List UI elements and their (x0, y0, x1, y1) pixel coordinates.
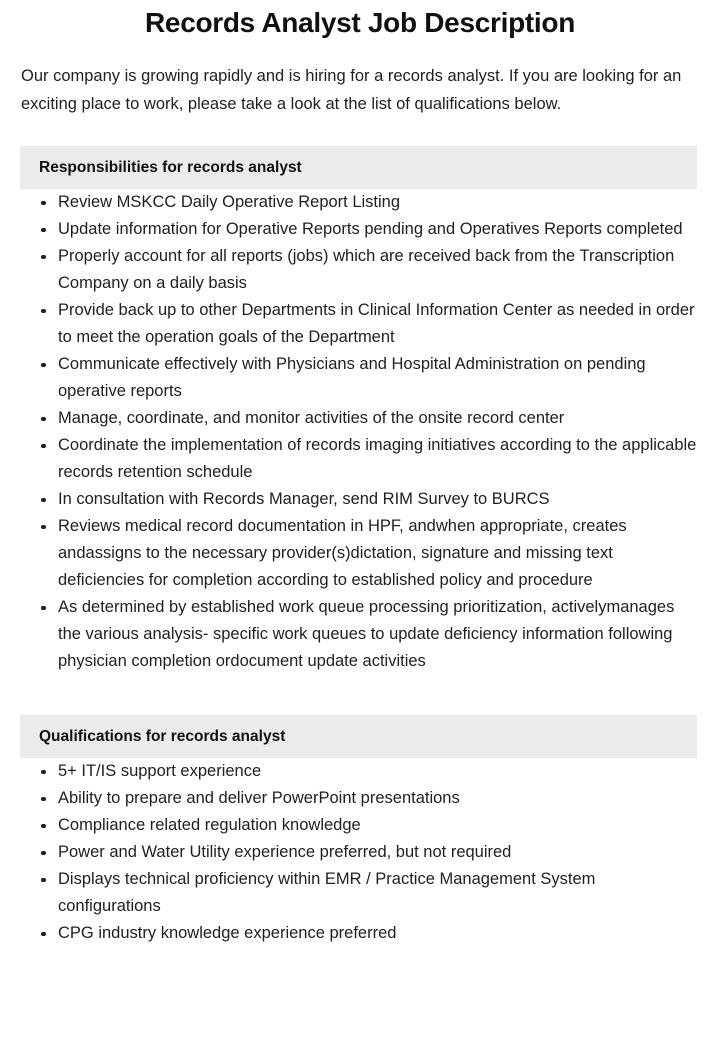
list-item: Communicate effectively with Physicians and Hospital Administration on pending operative reports (0, 351, 720, 405)
qualifications-section (0, 715, 720, 947)
list-item: Update information for Operative Reports pending and Operatives Reports completed (0, 216, 720, 243)
list-item: Review MSKCC Daily Operative Report Listing (0, 189, 720, 216)
list-item: Power and Water Utility experience preferred, but not required (0, 839, 720, 866)
page-title: Records Analyst Job Description (145, 7, 575, 38)
list-item: Displays technical proficiency within EMR / Practice Management System configurations (0, 866, 720, 920)
list-item: Compliance related regulation knowledge (0, 812, 720, 839)
intro-paragraph: Our company is growing rapidly and is hiring for a records analyst. If you are looking for an exciting place to work, please take a look at the list of qualifications below. (21, 67, 682, 113)
list-item: Manage, coordinate, and monitor activities of the onsite record center (0, 405, 720, 432)
responsibilities-heading: Responsibilities for records analyst (39, 159, 302, 176)
qualifications-section-header (20, 715, 697, 758)
list-item: Ability to prepare and deliver PowerPoint presentations (0, 785, 720, 812)
qualifications-list (0, 758, 720, 947)
list-item: Properly account for all reports (jobs) which are received back from the Transcription Company on a daily basis (0, 243, 720, 297)
qualifications-heading: Qualifications for records analyst (39, 728, 286, 745)
list-item: Coordinate the implementation of records imaging initiatives according to the applicable records retention schedule (0, 432, 720, 486)
list-item: 5+ IT/IS support experience (0, 758, 720, 785)
list-item: CPG industry knowledge experience preferred (0, 920, 720, 947)
list-item: Provide back up to other Departments in Clinical Information Center as needed in order to meet the operation goals of the Department (0, 297, 720, 351)
list-item: As determined by established work queue processing prioritization, activelymanages the various analysis- specific work queues to update deficiency information following physician completion ordocument update activities (0, 594, 720, 675)
responsibilities-section (0, 146, 720, 675)
responsibilities-list (0, 189, 720, 675)
list-item: Reviews medical record documentation in HPF, andwhen appropriate, creates andassigns to the necessary provider(s)dictation, signature and missing text deficiencies for completion according to established policy and procedure (0, 513, 720, 594)
responsibilities-section-header (20, 146, 697, 189)
list-item: In consultation with Records Manager, send RIM Survey to BURCS (0, 486, 720, 513)
